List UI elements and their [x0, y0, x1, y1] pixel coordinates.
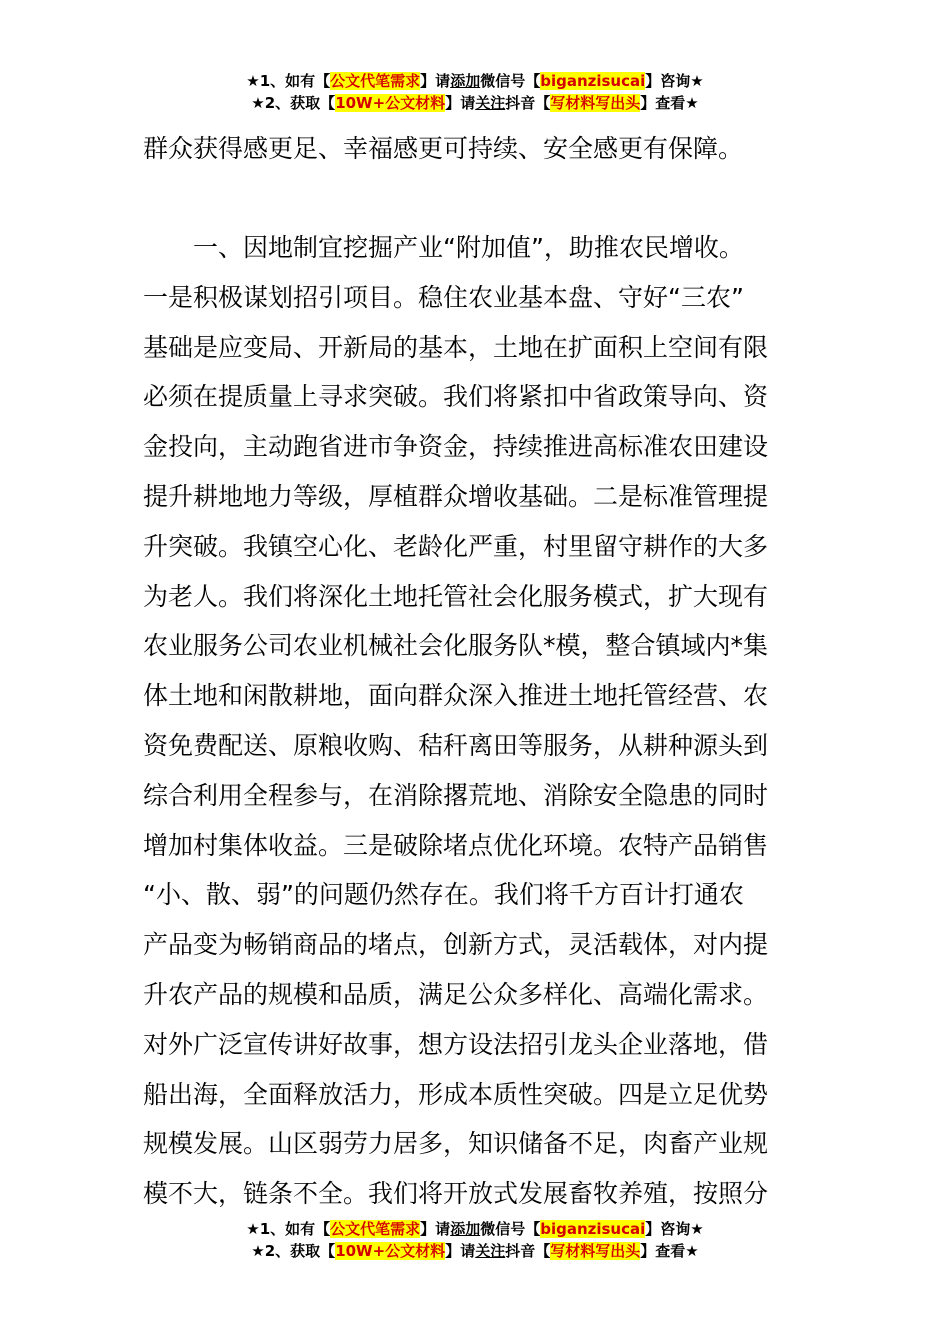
banner-highlight: 10W+公文材料 — [335, 94, 446, 112]
banner-text: 】请 — [420, 72, 451, 90]
douyin-account: 写材料写出头 — [550, 94, 641, 112]
banner-line-1 — [0, 1218, 950, 1240]
banner-text: 微信号【 — [480, 1220, 541, 1238]
header-banner — [0, 70, 950, 114]
banner-text: 抖音【 — [505, 1242, 551, 1260]
banner-text: 】查看★ — [640, 1242, 699, 1260]
banner-text: ★1、如有【 — [246, 72, 331, 90]
text-line: 规模发展。山区弱劳力居多，知识储备不足，肉畜产业规 — [143, 1129, 769, 1159]
banner-text: 】咨询★ — [645, 1220, 704, 1238]
wechat-id: biganzisucai — [540, 72, 646, 90]
text-line: 对外广泛宣传讲好故事，想方设法招引龙头企业落地，借 — [143, 1029, 769, 1059]
text-line: 资免费配送、原粮收购、秸秆离田等服务，从耕种源头到 — [143, 730, 769, 760]
text-line: 为老人。我们将深化土地托管社会化服务模式，扩大现有 — [143, 581, 769, 611]
banner-text: 】请 — [445, 1242, 476, 1260]
text-line: 体土地和闲散耕地，面向群众深入推进土地托管经营、农 — [143, 681, 769, 711]
banner-line-1 — [0, 70, 950, 92]
text-line: 金投向，主动跑省进市争资金，持续推进高标准农田建设 — [143, 432, 769, 462]
banner-highlight: 10W+公文材料 — [335, 1242, 446, 1260]
banner-underlined: 添加 — [450, 1220, 481, 1238]
text-line: 必须在提质量上寻求突破。我们将紧扣中省政策导向、资 — [143, 382, 769, 412]
banner-text: 】请 — [420, 1220, 451, 1238]
banner-underlined: 关注 — [475, 94, 506, 112]
banner-text: ★2、获取【 — [251, 94, 336, 112]
text-line: “小、散、弱”的问题仍然存在。我们将千方百计打通农 — [143, 880, 744, 910]
banner-text: 抖音【 — [505, 94, 551, 112]
wechat-id: biganzisucai — [540, 1220, 646, 1238]
banner-underlined: 关注 — [475, 1242, 506, 1260]
paragraph-continuation — [143, 124, 808, 174]
banner-text: 】咨询★ — [645, 72, 704, 90]
banner-highlight: 公文代笔需求 — [330, 72, 421, 90]
text-line: 一是积极谋划招引项目。稳住农业基本盘、守好“三农” — [143, 282, 744, 312]
text-line: 产品变为畅销商品的堵点，创新方式，灵活载体，对内提 — [143, 930, 769, 960]
paragraph-section-one — [143, 223, 808, 1219]
text-line: 模不大，链条不全。我们将开放式发展畜牧养殖，按照分 — [143, 1179, 769, 1209]
footer-banner — [0, 1218, 950, 1262]
banner-highlight: 公文代笔需求 — [330, 1220, 421, 1238]
text-line: 升突破。我镇空心化、老龄化严重，村里留守耕作的大多 — [143, 531, 769, 561]
text-line: 基础是应变局、开新局的基本，土地在扩面积上空间有限 — [143, 332, 769, 362]
banner-text: 微信号【 — [480, 72, 541, 90]
banner-line-2 — [0, 92, 950, 114]
text-line: 农业服务公司农业机械社会化服务队*模，整合镇域内*集 — [143, 631, 769, 661]
text-line: 提升耕地地力等级，厚植群众增收基础。二是标准管理提 — [143, 481, 769, 511]
text-line: 增加村集体收益。三是破除堵点优化环境。农特产品销售 — [143, 830, 769, 860]
text-line: 综合利用全程参与，在消除撂荒地、消除安全隐患的同时 — [143, 780, 769, 810]
douyin-account: 写材料写出头 — [550, 1242, 641, 1260]
banner-text: ★2、获取【 — [251, 1242, 336, 1260]
text-line: 船出海，全面释放活力，形成本质性突破。四是立足优势 — [143, 1079, 769, 1109]
banner-text: ★1、如有【 — [246, 1220, 331, 1238]
banner-underlined: 添加 — [450, 72, 481, 90]
banner-text: 】请 — [445, 94, 476, 112]
banner-text: 】查看★ — [640, 94, 699, 112]
banner-line-2 — [0, 1240, 950, 1262]
text-line: 一、因地制宜挖掘产业“附加值”，助推农民增收。 — [143, 233, 744, 262]
text-line: 群众获得感更足、幸福感更可持续、安全感更有保障。 — [143, 134, 744, 163]
text-line: 升农产品的规模和品质，满足公众多样化、高端化需求。 — [143, 979, 769, 1009]
